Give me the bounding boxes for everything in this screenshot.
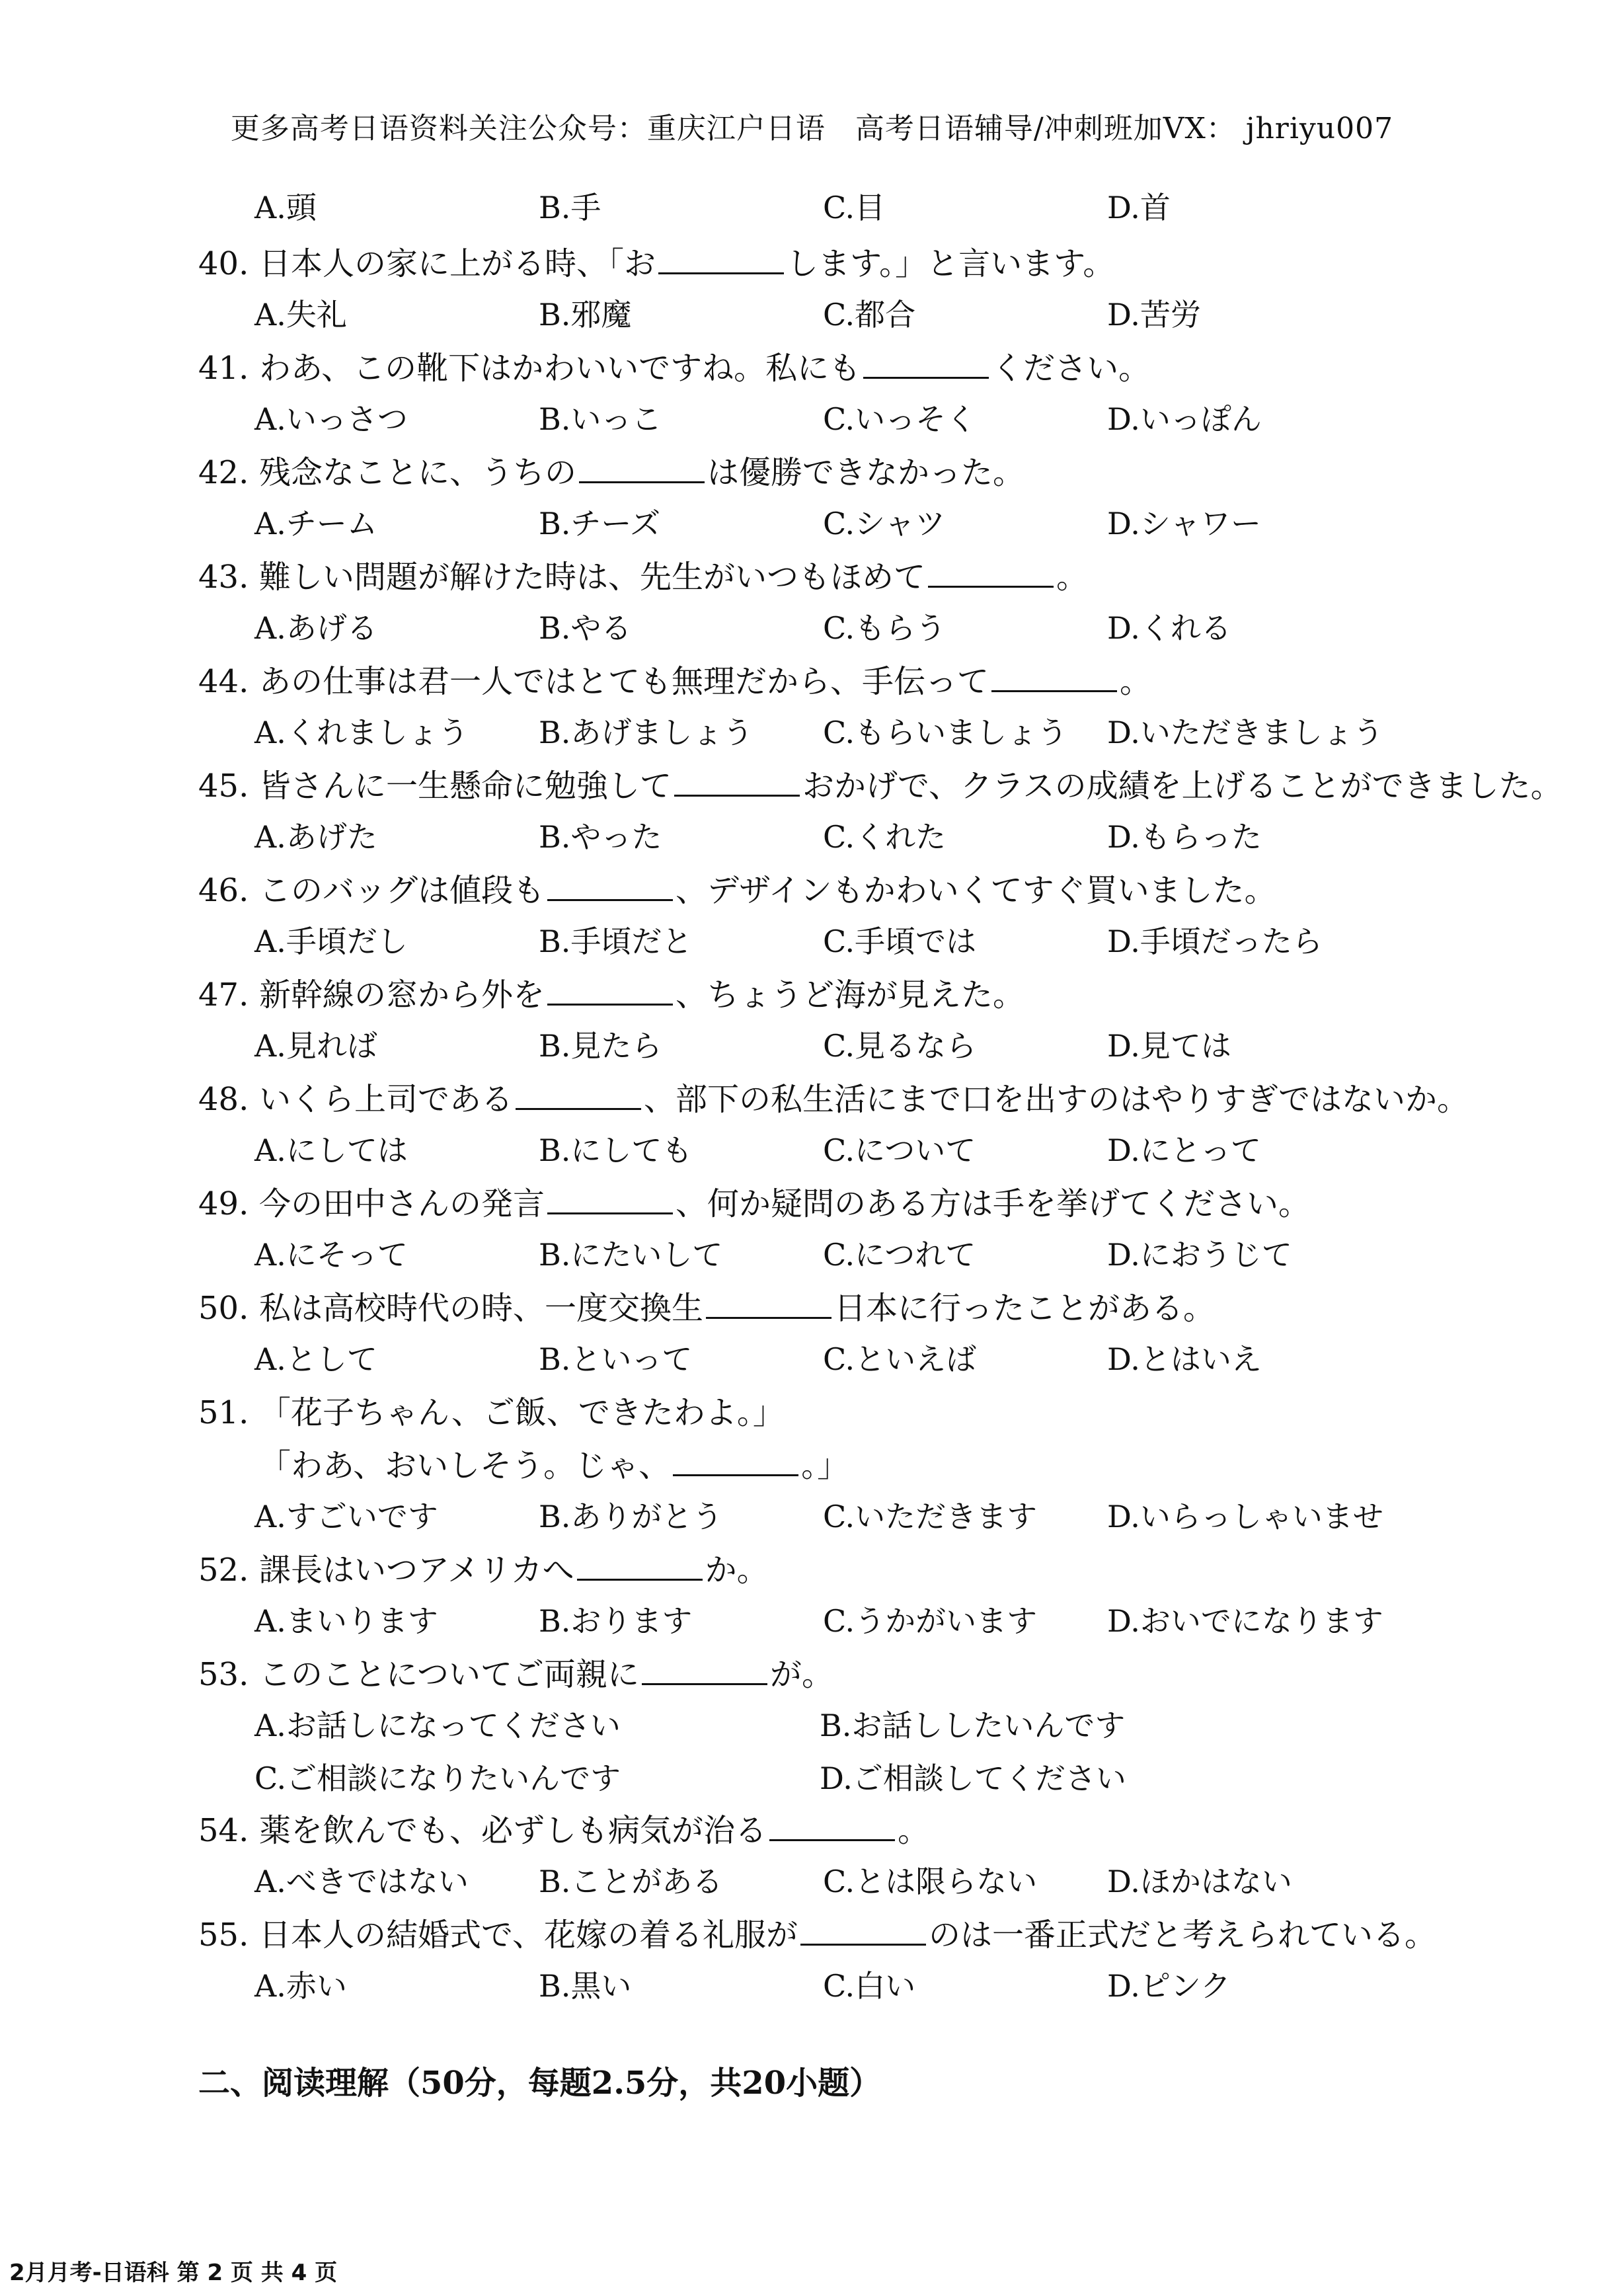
question-number: 47. [198,976,249,1013]
answer-option: B.にたいして [539,1237,723,1273]
answer-option: D.もらった [1107,819,1262,855]
stem-text-after: 。 [1120,663,1152,700]
answer-option: B.お話ししたいんです [820,1708,1126,1743]
answer-option: D.ご相談してください [820,1761,1126,1796]
stem-text-before: 皆さんに一生懸命に勉強して [259,768,672,805]
answer-option: D.見ては [1107,1028,1231,1064]
question-number: 41. [198,350,249,387]
answer-option: A.にしては [254,1132,408,1168]
question-number: 42. [198,454,249,491]
stem-text-after: 。 [1056,559,1089,596]
answer-option: B.ことがある [539,1864,723,1899]
answer-option: D.苦労 [1107,297,1201,333]
answer-option: A.べきではない [254,1864,469,1899]
answer-option: A.にそって [254,1237,408,1273]
stem-text-after: します。」と言います。 [787,245,1115,282]
question-stem [198,1909,1436,1955]
question-stem [198,447,1025,493]
answer-option: D.ほかはない [1107,1864,1292,1899]
section-heading: 二、阅读理解（50分，每题2.5分，共20小题） [198,2065,882,2102]
answer-option: B.おります [539,1603,693,1639]
answer-option: C.見るなら [823,1028,977,1064]
answer-option: D.手頃だったら [1107,924,1323,959]
answer-option: B.にしても [539,1132,693,1168]
stem-text-before: 日本人の家に上がる時、「お [259,245,656,282]
stem-text-after: 、部下の私生活にまで口を出すのはやりすぎではないか。 [644,1081,1469,1118]
question-number: 55. [198,1917,249,1954]
answer-option: D.くれる [1107,610,1231,646]
answer-option: C.いただきます [823,1499,1038,1534]
answer-option: C.都合 [823,297,916,333]
question-number: 53. [198,1656,249,1693]
answer-option: B.邪魔 [539,297,632,333]
answer-option: D.とはいえ [1107,1341,1262,1377]
answer-option: A.として [254,1341,377,1377]
answer-option: A.チーム [254,506,377,541]
answer-option: C.もらう [823,610,947,646]
question-stem [198,1544,769,1590]
answer-blank [928,586,1054,588]
stem-text-after: 、ちょうど海が見えた。 [676,976,1025,1013]
question-stem [198,342,1150,388]
answer-option: A.手頃だし [254,924,408,959]
question-number: 54. [198,1812,249,1849]
answer-option: C.白い [823,1968,916,2004]
stem-text-before: 薬を飲んでも、必ずしも病気が治る [259,1812,767,1849]
stem-text-before: 「花子ちゃん、ご飯、できたわよ。」 [259,1394,785,1431]
stem-text-before: 「わあ、おいしそう。じゃ、 [259,1447,671,1484]
stem-text-before: 私は高校時代の時、一度交換生 [259,1290,704,1327]
question-number: 40. [198,245,249,282]
answer-option: A.赤い [254,1968,347,2004]
answer-option: A.頭 [254,190,317,225]
answer-blank [673,1474,798,1476]
answer-option: D.ピンク [1107,1968,1231,2004]
answer-option: A.あげる [254,610,377,646]
answer-option: B.あげましょう [539,715,754,750]
answer-blank [547,899,673,901]
answer-option: B.手頃だと [539,924,693,959]
answer-option: A.まいります [254,1603,438,1639]
question-number: 44. [198,663,249,700]
stem-text-before: 日本人の結婚式で、花嫁の着る礼服が [259,1917,798,1954]
answer-option: B.いっこ [539,401,662,437]
answer-option: D.いただきましょう [1107,715,1383,750]
stem-text-after: 。 [898,1812,930,1849]
stem-text-after: が。 [770,1656,834,1693]
question-number: 50. [198,1290,249,1327]
stem-text-before: このバッグは値段も [259,872,545,909]
answer-option: C.くれた [823,819,947,855]
stem-text-after: 、デザインもかわいくてすぐ買いました。 [676,872,1276,909]
question-number: 51. [198,1394,249,1431]
question-stem [198,656,1151,701]
answer-option: C.について [823,1132,976,1168]
answer-option: D.いらっしゃいませ [1107,1499,1383,1534]
stem-text-before: 今の田中さんの発言 [259,1185,545,1222]
question-number: 45. [198,768,249,805]
answer-option: C.とは限らない [823,1864,1038,1899]
answer-option: D.シャワー [1107,506,1261,541]
answer-option: A.失礼 [254,297,347,333]
answer-option: B.手 [539,190,601,225]
question-number: 43. [198,559,249,596]
answer-blank [547,1004,673,1006]
question-stem [198,1440,849,1485]
answer-blank [579,481,705,483]
stem-text-after: 日本に行ったことがある。 [834,1290,1216,1327]
question-stem [198,865,1276,910]
answer-option: C.ご相談になりたいんです [254,1761,621,1796]
answer-option: A.くれましょう [254,715,469,750]
question-number: 48. [198,1081,249,1118]
answer-option: D.におうじて [1107,1237,1292,1273]
answer-option: B.ありがとう [539,1499,723,1534]
question-stem [198,760,1563,806]
answer-blank [674,795,800,797]
answer-blank [769,1839,895,1841]
answer-option: B.やった [539,819,662,855]
stem-text-before: わあ、この靴下はかわいいですね。私にも [259,350,861,387]
question-stem [198,1074,1469,1119]
answer-blank [706,1317,831,1319]
answer-option: B.やる [539,610,632,646]
answer-blank [800,1944,926,1946]
question-number: 46. [198,872,249,909]
answer-blank [642,1683,767,1685]
question-number: 49. [198,1185,249,1222]
answer-option: A.あげた [254,819,377,855]
answer-option: A.いっさつ [254,401,408,437]
answer-blank [658,272,784,274]
stem-text-before: 残念なことに、うちの [259,454,577,491]
answer-option: A.お話しになってください [254,1708,621,1743]
answer-option: B.チーズ [539,506,661,541]
question-stem [198,1805,929,1850]
answer-option: C.といえば [823,1341,977,1377]
stem-text-before: このことについてご両親に [259,1656,640,1693]
answer-blank [577,1579,703,1581]
answer-option: C.シャツ [823,506,946,541]
answer-blank [991,690,1117,692]
stem-text-after: は優勝できなかった。 [707,454,1025,491]
stem-text-after: おかげで、クラスの成績を上げることができました。 [802,768,1563,805]
stem-text-after: のは一番正式だと考えられている。 [929,1917,1437,1954]
answer-option: B.黒い [539,1968,632,2004]
stem-text-after: か。 [705,1552,769,1589]
answer-blank [516,1108,641,1110]
answer-option: C.目 [823,190,886,225]
answer-option: A.すごいです [254,1499,438,1534]
answer-option: D.首 [1107,190,1171,225]
answer-option: C.につれて [823,1237,976,1273]
answer-option: B.といって [539,1341,693,1377]
stem-text-before: 難しい問題が解けた時は、先生がいつもほめて [259,559,926,596]
question-stem [198,1649,833,1694]
answer-option: C.いっそく [823,401,977,437]
answer-blank [863,377,989,379]
answer-blank [547,1212,673,1214]
answer-option: D.いっぽん [1107,401,1262,437]
question-stem [198,1387,785,1433]
answer-option: D.にとって [1107,1132,1261,1168]
stem-text-before: 課長はいつアメリカへ [259,1552,574,1589]
question-stem [198,969,1025,1015]
answer-option: C.うかがいます [823,1603,1038,1639]
stem-text-after: 。」 [801,1447,849,1484]
stem-text-before: あの仕事は君一人ではとても無理だから、手伝って [259,663,989,700]
answer-option: B.見たら [539,1028,662,1064]
question-number: 52. [198,1552,249,1589]
question-stem [198,1283,1215,1328]
stem-text-after: ください。 [991,350,1151,387]
question-stem [198,238,1114,284]
answer-option: D.おいでになります [1107,1603,1383,1639]
stem-text-before: 新幹線の窓から外を [259,976,545,1013]
page-footer: 2月月考-日语科 第 2 页 共 4 页 [9,2260,338,2286]
stem-text-after: 、何か疑問のある方は手を挙げてください。 [676,1185,1311,1222]
question-stem [198,551,1088,597]
answer-option: C.もらいましょう [823,715,1068,750]
answer-option: A.見れば [254,1028,377,1064]
answer-option: C.手頃では [823,924,977,959]
question-stem [198,1178,1310,1224]
page-header: 更多高考日语资料关注公众号：重庆江户日语 高考日语辅导/冲刺班加VX： jhriyu007 [230,112,1394,145]
stem-text-before: いくら上司である [259,1081,514,1118]
